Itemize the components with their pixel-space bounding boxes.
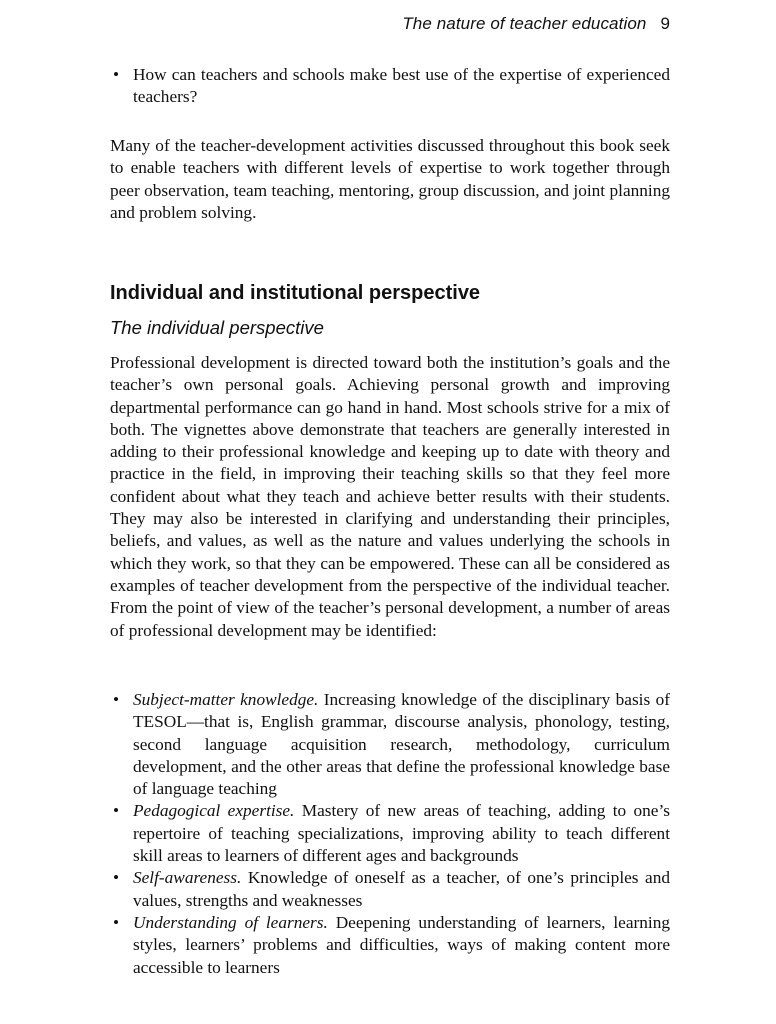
- list-item-term: Understanding of learners.: [133, 912, 328, 932]
- list-item-text: How can teachers and schools make best use of the expertise of experienced teachers?: [133, 65, 670, 107]
- list-item-text: Mastery of new areas of teaching, adding to one’s repertoire of teaching specializations, improving ability to teach different skill areas to learners of different ages and backgrounds: [133, 801, 670, 866]
- list-item-text: Increasing knowledge of the disciplinary basis of TESOL—that is, English grammar, discourse analysis, phonology, testing, second language acquisition research, methodology, curriculum development, and the other areas that define the professional knowledge base of language teaching: [133, 690, 670, 799]
- list-item-text: Deepening understanding of learners, learning styles, learners’ problems and difficulties, ways of making content more accessible to learners: [133, 912, 670, 977]
- bullet-icon: •: [113, 65, 120, 84]
- development-areas-list: [110, 689, 670, 979]
- section-heading: Individual and institutional perspective: [110, 282, 481, 304]
- page-number: 9: [660, 14, 670, 33]
- bullet-icon: •: [113, 801, 120, 821]
- list-item-text: Knowledge of oneself as a teacher, of one’s principles and values, strengths and weaknesses: [133, 868, 670, 910]
- list-item-term: Pedagogical expertise.: [133, 801, 295, 821]
- list-item: [110, 689, 670, 800]
- body-paragraph: Many of the teacher-development activities discussed throughout this book seek to enable teachers with different levels of expertise to work together through peer observation, team teaching, mentoring, group discussion, and joint planning and problem solving.: [110, 136, 670, 222]
- body-paragraph: Professional development is directed toward both the institution’s goals and the teacher’s own personal goals. Achieving personal growth and improving departmental performance can go hand in hand. Most schools strive for a mix of both. The vignettes above demonstrate that teachers are generally interested in adding to their professional knowledge and keeping up to date with theory and practice in the field, in improving their teaching skills so that they feel more confident about what they teach and achieve better results with their students. They may also be interested in clarifying and understanding their principles, beliefs, and values, as well as the nature and values underlying the schools in which they work, so that they can be empowered. These can all be considered as examples of teacher development from the perspective of the individual teacher. From the point of view of the teacher’s personal development, a number of areas of professional development may be identified:: [110, 353, 670, 640]
- running-head-title: The nature of teacher education: [402, 14, 647, 33]
- list-item: [110, 912, 670, 979]
- bullet-icon: •: [113, 868, 120, 888]
- running-head: [402, 14, 670, 34]
- question-list: [110, 64, 670, 109]
- subsection-heading: The individual perspective: [110, 317, 324, 338]
- bullet-icon: •: [113, 690, 120, 709]
- list-item: [110, 64, 670, 109]
- list-item: [110, 800, 670, 867]
- list-item-term: Self-awareness.: [133, 868, 242, 888]
- bullet-icon: •: [113, 912, 120, 932]
- list-item-term: Subject-matter knowledge.: [133, 690, 319, 709]
- list-item: [110, 867, 670, 912]
